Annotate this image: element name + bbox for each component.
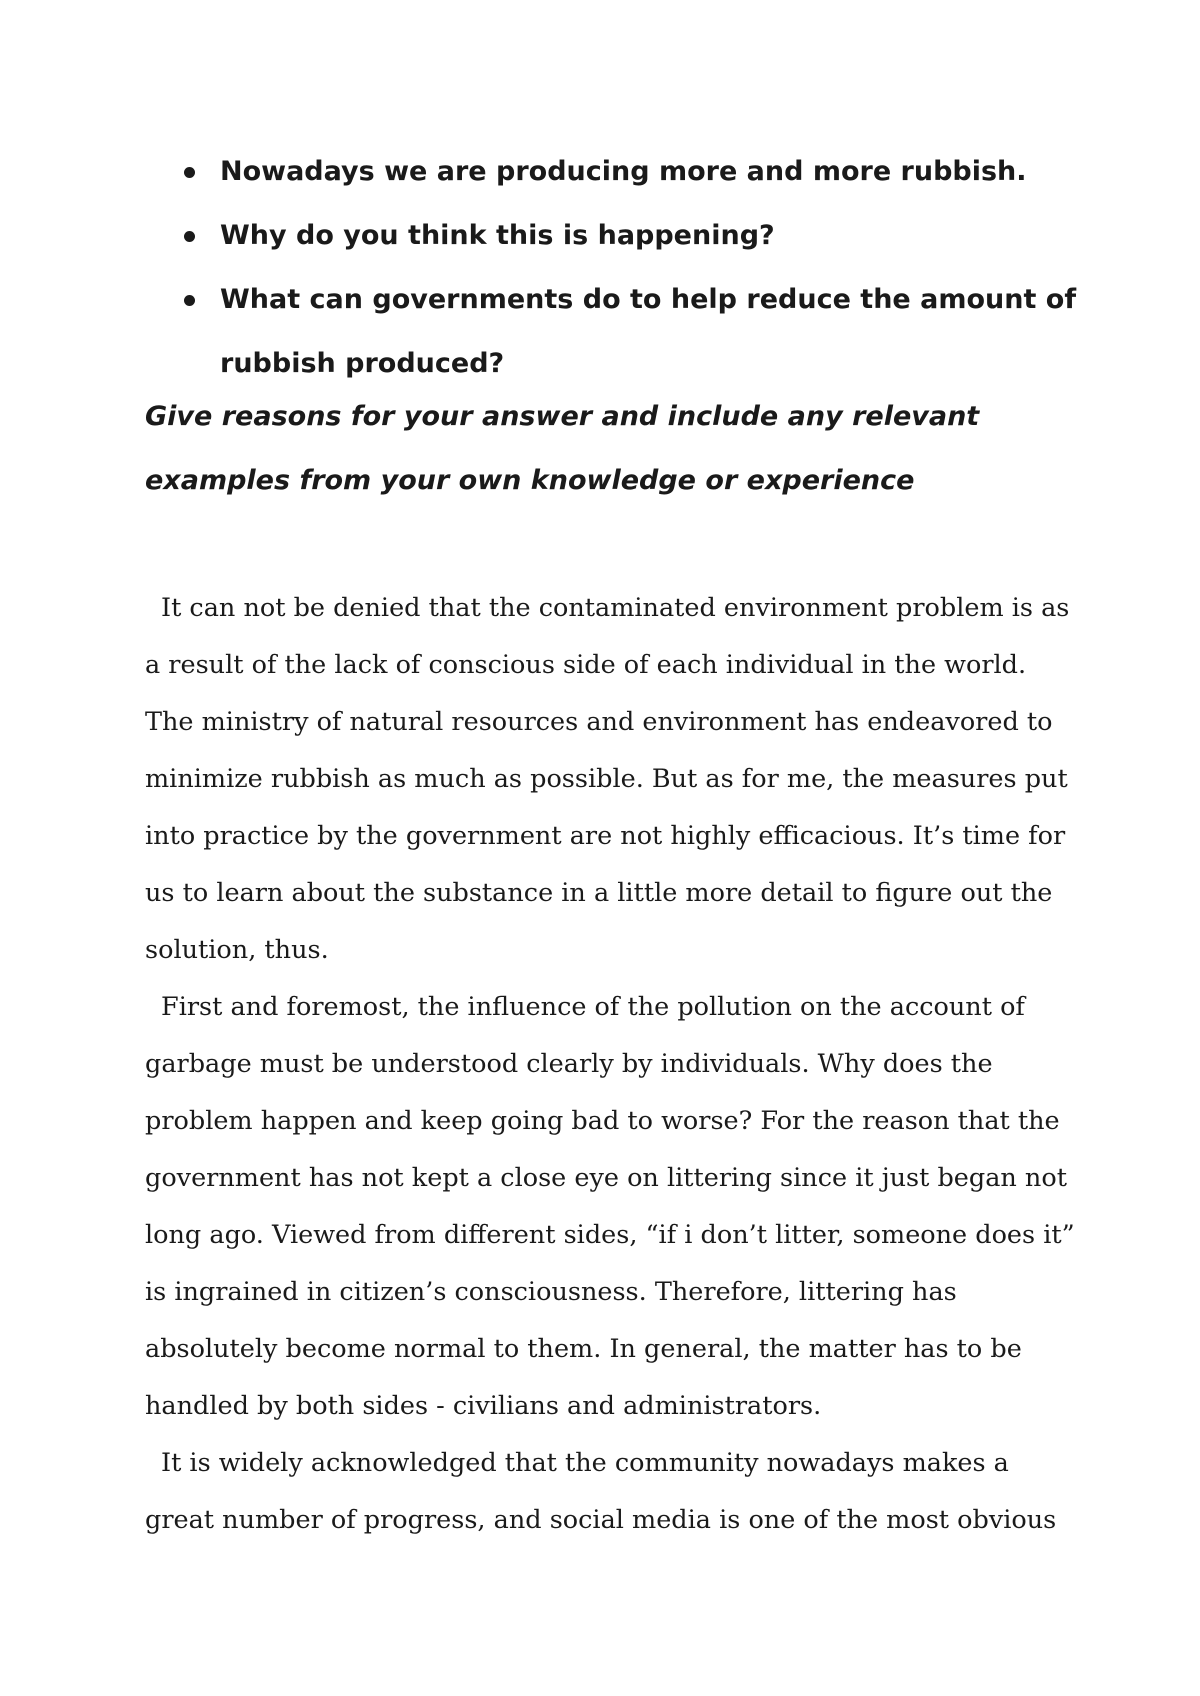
bullet-dot-icon	[184, 295, 195, 306]
prompt-bullet-item	[180, 268, 1080, 396]
prompt-bullet-text: Nowadays we are producing more and more rubbish.	[220, 156, 1027, 187]
essay-paragraph: It can not be denied that the contaminated environment problem is as a result of the lack of conscious side of each individual in the world. The ministry of natural resources and environment has endeavored to minimize rubbish as much as possible. But as for me, the measures put into practice by the government are not highly efficacious. It’s time for us to learn about the substance in a little more detail to figure out the solution, thus.	[145, 593, 1070, 965]
prompt-bullet-text: Why do you think this is happening?	[220, 220, 775, 251]
prompt-bullet-text: What can governments do to help reduce the amount of rubbish produced?	[220, 284, 1077, 379]
bullet-dot-icon	[184, 231, 195, 242]
bullet-dot-icon	[184, 167, 195, 178]
essay-paragraph: First and foremost, the influence of the pollution on the account of garbage must be understood clearly by individuals. Why does the problem happen and keep going bad to worse? For the reason that the government has not kept a close eye on littering since it just began not long ago. Viewed from different sides, “if i don’t litter, someone does it” is ingrained in citizen’s consciousness. Therefore, littering has absolutely become normal to them. In general, the matter has to be handled by both sides - civilians and administrators.	[145, 992, 1075, 1421]
essay-paragraph: It is widely acknowledged that the community nowadays makes a great number of progress, and social media is one of the most obvious	[145, 1448, 1057, 1535]
essay-body	[145, 580, 1075, 1549]
prompt-bullet-list	[180, 140, 1080, 396]
task-instruction: Give reasons for your answer and include any relevant examples from your own knowledge or experience	[145, 401, 980, 496]
prompt-bullet-item	[180, 140, 1080, 204]
prompt-bullet-item	[180, 204, 1080, 268]
